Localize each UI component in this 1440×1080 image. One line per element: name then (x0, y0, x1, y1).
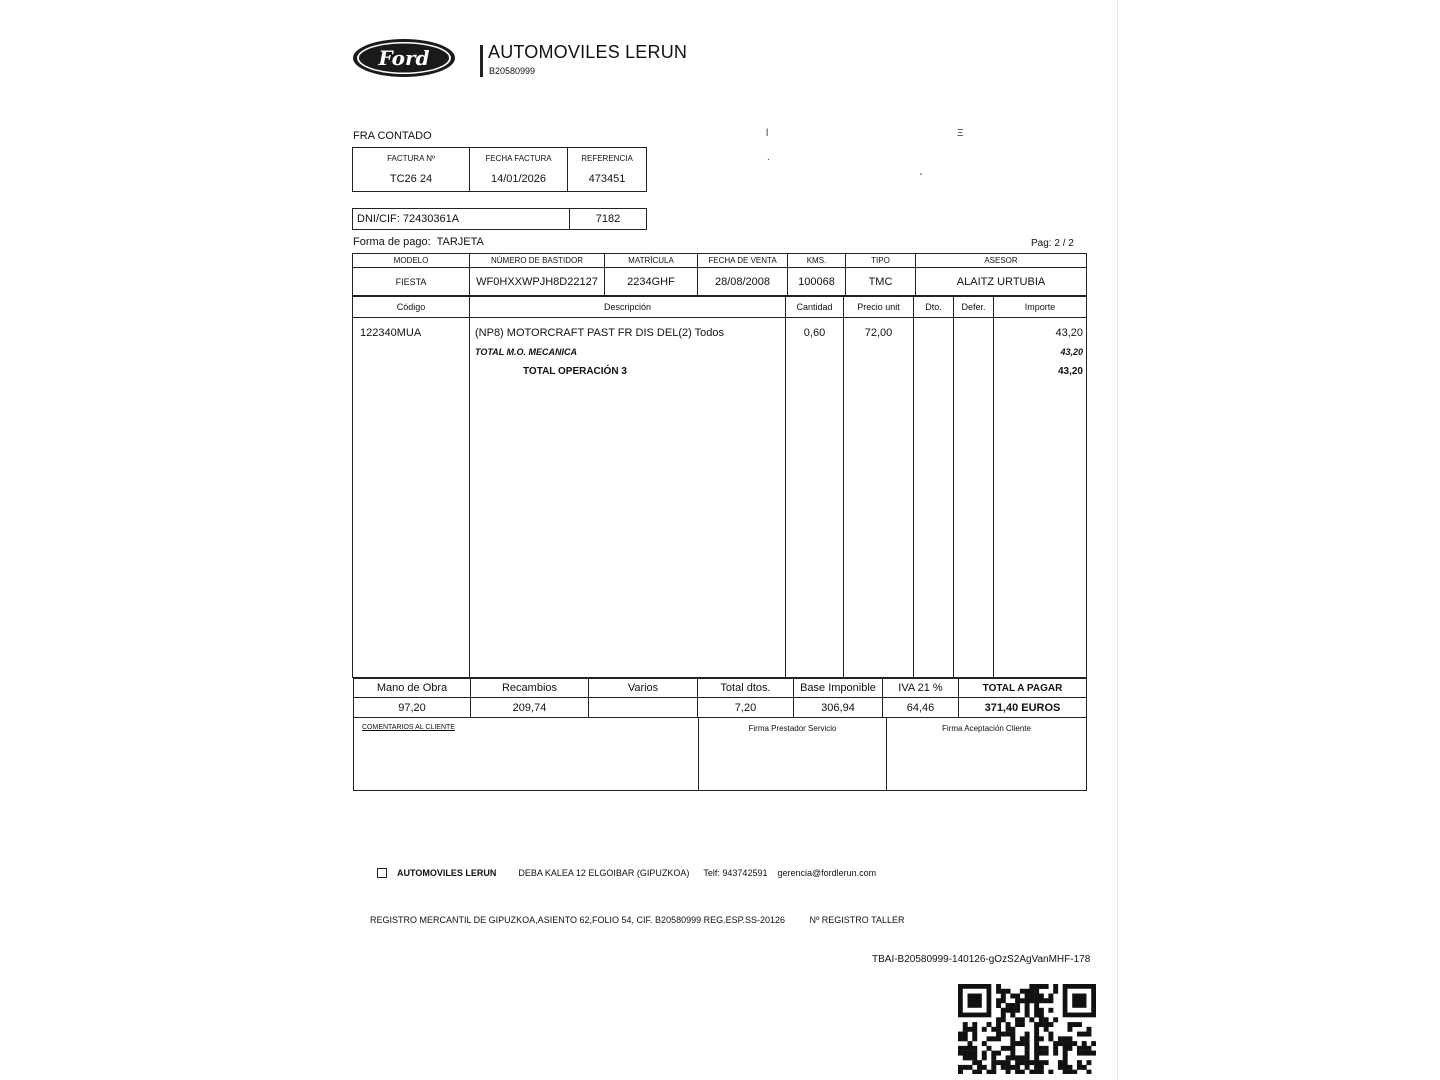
subtotal-label: TOTAL M.O. MECANICA (475, 347, 577, 357)
item-amount: 43,20 (1055, 327, 1083, 339)
customer-signature-label: Firma Aceptación Cliente (887, 718, 1087, 791)
invoice-number: TC26 24 (389, 173, 433, 185)
tbai-code: TBAI-B20580999-140126-gOzS2AgVanMHF-178 (872, 954, 1091, 965)
company-cif: B20580999 (489, 66, 536, 76)
advisor-label: ASESOR (916, 254, 1087, 268)
footer-company: AUTOMOVILES LERUN (397, 868, 497, 878)
description-header: Descripción (470, 297, 786, 318)
parts-amount: 209,74 (471, 698, 589, 718)
ford-logo (352, 38, 456, 78)
provider-signature-label: Firma Prestador Servicio (699, 718, 887, 791)
unit-price-header: Precio unit (844, 297, 914, 318)
invoice-date-label: FECHA FACTURA (485, 154, 552, 163)
reference-label: REFERENCIA (581, 154, 633, 163)
tax-base-label: Base Imponible (794, 679, 883, 698)
payment-method: TARJETA (436, 236, 484, 248)
vehicle-table (352, 253, 1087, 296)
parts-label: Recambios (471, 679, 589, 698)
item-code: 122340MUA (360, 327, 422, 339)
payment-method-row (353, 236, 484, 248)
customer-code: 7182 (570, 209, 647, 230)
footer-contact (377, 868, 876, 878)
customer-dni: DNI/CIF: 72430361A (353, 209, 570, 230)
document-type: FRA CONTADO (353, 130, 432, 142)
labor-amount: 97,20 (354, 698, 471, 718)
payment-label: Forma de pago: (353, 236, 431, 248)
footer-phone: Telf: 943742591 (703, 868, 768, 878)
operation-total-label: TOTAL OPERACIÓN 3 (523, 366, 627, 377)
model-label: MODELO (353, 254, 470, 268)
line-items-table (352, 296, 1087, 678)
footer-email: gerencia@fordlerun.com (777, 868, 877, 878)
discounts-amount: 7,20 (698, 698, 794, 718)
total-label: TOTAL A PAGAR (959, 679, 1087, 698)
sale-date-label: FECHA DE VENTA (698, 254, 788, 268)
invoice-number-label: FACTURA Nº (387, 154, 435, 163)
qr-code (958, 984, 1096, 1074)
footer-registry (370, 915, 905, 925)
signature-table (353, 717, 1087, 791)
workshop-registry: Nº REGISTRO TALLER (809, 915, 905, 925)
operation-total-amount: 43,20 (1057, 366, 1083, 377)
vehicle-chassis: WF0HXXWPJH8D22127 (470, 268, 605, 296)
table-row (353, 318, 1087, 678)
vehicle-type: TMC (846, 268, 916, 296)
footer-checkbox (377, 868, 387, 878)
subtotal-amount: 43,20 (1060, 347, 1083, 357)
page-edge (1117, 0, 1118, 1080)
misc-amount (589, 698, 698, 718)
reference-number: 473451 (588, 173, 626, 185)
logo-text: Ford (378, 46, 430, 70)
item-quantity: 0,60 (803, 327, 826, 339)
page-number: Pag: 2 / 2 (1031, 238, 1074, 249)
plate-label: MATRÍCULA (605, 254, 698, 268)
invoice-header-table (352, 147, 647, 192)
total-amount: 371,40 EUROS (959, 698, 1087, 718)
scan-mark: . (767, 152, 770, 163)
chassis-label: NÚMERO DE BASTIDOR (470, 254, 605, 268)
discounts-label: Total dtos. (698, 679, 794, 698)
scan-mark: Ξ (957, 128, 964, 139)
item-description: (NP8) MOTORCRAFT PAST FR DIS DEL(2) Todos (475, 327, 724, 339)
tax-base-amount: 306,94 (794, 698, 883, 718)
vehicle-sale-date: 28/08/2008 (698, 268, 788, 296)
qr-code-graphic (958, 984, 1096, 1074)
scan-mark: l (766, 128, 769, 139)
scan-mark: ' (920, 172, 922, 183)
vehicle-advisor: ALAITZ URTUBIA (916, 268, 1087, 296)
km-label: KMS. (788, 254, 846, 268)
discount-header: Dto. (914, 297, 954, 318)
deferred-header: Defer. (954, 297, 994, 318)
comments-label: COMENTARIOS AL CLIENTE (354, 718, 699, 791)
invoice-date: 14/01/2026 (490, 173, 547, 185)
labor-label: Mano de Obra (354, 679, 471, 698)
code-header: Código (353, 297, 470, 318)
brand-divider (480, 45, 483, 77)
vehicle-plate: 2234GHF (605, 268, 698, 296)
totals-table (353, 678, 1087, 718)
item-unit-price: 72,00 (864, 327, 893, 339)
vehicle-model: FIESTA (353, 268, 470, 296)
quantity-header: Cantidad (786, 297, 844, 318)
company-name: AUTOMOVILES LERUN (488, 42, 688, 62)
type-label: TIPO (846, 254, 916, 268)
registry-text: REGISTRO MERCANTIL DE GIPUZKOA,ASIENTO 62,FOLIO 54, CIF. B20580999 REG.ESP.SS-20126 (370, 915, 785, 925)
vehicle-km: 100068 (788, 268, 846, 296)
footer-address: DEBA KALEA 12 ELGOIBAR (GIPUZKOA) (518, 868, 690, 878)
amount-header: Importe (994, 297, 1087, 318)
misc-label: Varios (589, 679, 698, 698)
customer-id-table (352, 208, 647, 230)
vat-amount: 64,46 (883, 698, 959, 718)
vat-label: IVA 21 % (883, 679, 959, 698)
